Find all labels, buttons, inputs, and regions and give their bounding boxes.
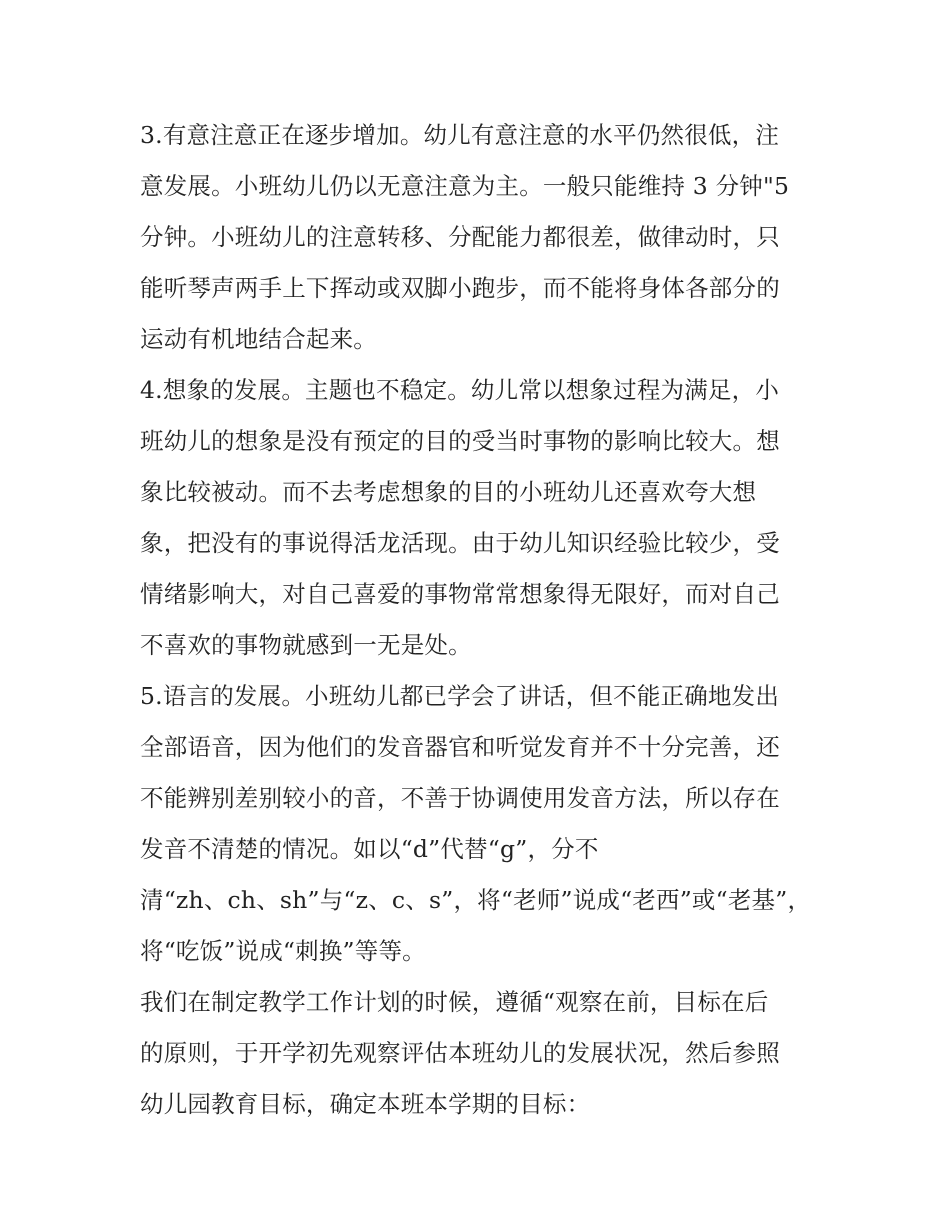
text-line: 不能辨别差别较小的音，不善于协调使用发音方法，所以存在 xyxy=(140,784,780,812)
text-line: 发音不清楚的情况。如以“d”代替“g”，分不 xyxy=(140,835,599,863)
text-line: 的原则，于开学初先观察评估本班幼儿的发展状况，然后参照 xyxy=(140,1039,780,1067)
text-line: 班幼儿的想象是没有预定的目的受当时事物的影响比较大。想 xyxy=(140,427,780,455)
text-line: 4.想象的发展。主题也不稳定。幼儿常以想象过程为满足，小 xyxy=(140,376,780,404)
text-line: 5.语言的发展。小班幼儿都已学会了讲话，但不能正确地发出 xyxy=(140,682,780,710)
text-line: 将“吃饭”说成“刺换”等等。 xyxy=(140,937,426,965)
text-line: 能听琴声两手上下挥动或双脚小跑步，而不能将身体各部分的 xyxy=(140,274,780,302)
text-line: 清“zh、ch、sh”与“z、c、s”，将“老师”说成“老西”或“老基”， xyxy=(140,886,812,914)
text-line: 我们在制定教学工作计划的时候，遵循“观察在前，目标在后 xyxy=(140,988,769,1016)
text-line: 全部语音，因为他们的发音器官和听觉发育并不十分完善，还 xyxy=(140,733,780,761)
text-line: 分钟。小班幼儿的注意转移、分配能力都很差，做律动时，只 xyxy=(140,223,780,251)
text-line: 意发展。小班幼儿仍以无意注意为主。一般只能维持 3 分钟"5 xyxy=(140,172,790,200)
text-line: 情绪影响大，对自己喜爱的事物常常想象得无限好，而对自己 xyxy=(140,580,780,608)
text-line: 幼儿园教育目标，确定本班本学期的目标： xyxy=(140,1090,591,1118)
text-line: 运动有机地结合起来。 xyxy=(140,325,377,353)
text-line: 3.有意注意正在逐步增加。幼儿有意注意的水平仍然很低，注 xyxy=(140,121,780,149)
document-body xyxy=(140,110,820,1130)
text-line: 象比较被动。而不去考虑想象的目的小班幼儿还喜欢夸大想 xyxy=(140,478,757,506)
text-line: 不喜欢的事物就感到一无是处。 xyxy=(140,631,472,659)
text-line: 象，把没有的事说得活龙活现。由于幼儿知识经验比较少，受 xyxy=(140,529,780,557)
